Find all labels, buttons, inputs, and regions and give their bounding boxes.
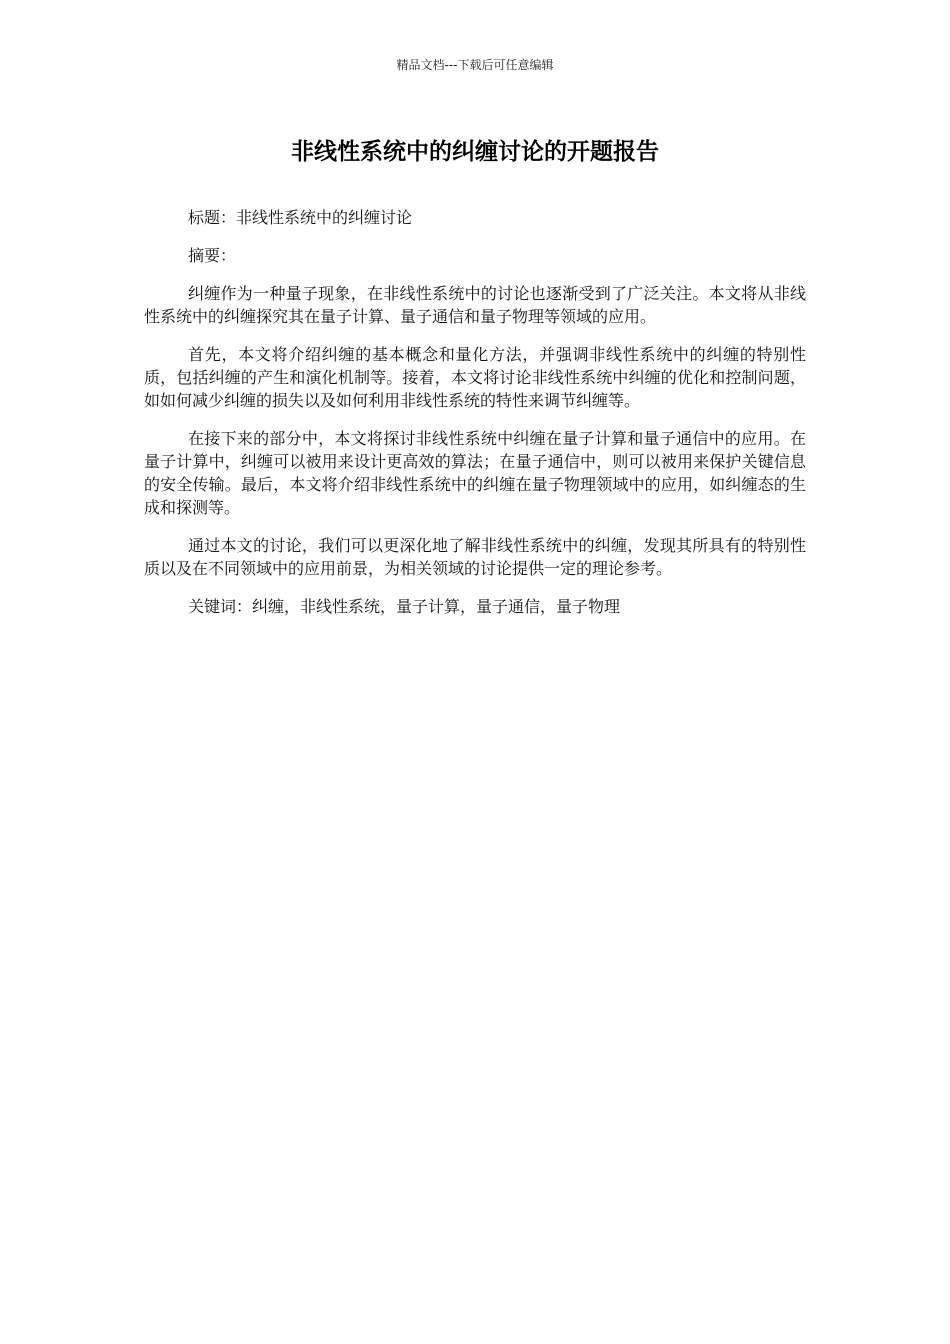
abstract-paragraph-applications: 在接下来的部分中，本文将探讨非线性系统中纠缠在量子计算和量子通信中的应用。在量子计算中，纠缠可以被用来设计更高效的算法；在量子通信中，则可以被用来保护关键信息的安全传输。最后，本文将介绍非线性系统中的纠缠在量子物理领域中的应用，如纠缠态的生成和探测等。 xyxy=(144,429,806,517)
abstract-paragraph-conclusion: 通过本文的讨论，我们可以更深化地了解非线性系统中的纠缠，发现其所具有的特别性质以及在不同领域中的应用前景，为相关领域的讨论提供一定的理论参考。 xyxy=(144,536,806,578)
abstract-paragraph-intro: 纠缠作为一种量子现象，在非线性系统中的讨论也逐渐受到了广泛关注。本文将从非线性系统中的纠缠探究其在量子计算、量子通信和量子物理等领域的应用。 xyxy=(144,284,806,326)
page-header: 精品文档---下载后可任意编辑 xyxy=(396,58,554,72)
document-title: 非线性系统中的纠缠讨论的开题报告 xyxy=(291,139,659,165)
abstract-paragraph-concepts: 首先，本文将介绍纠缠的基本概念和量化方法，并强调非线性系统中的纠缠的特别性质，包括纠缠的产生和演化机制等。接着，本文将讨论非线性系统中纠缠的优化和控制问题，如如何减少纠缠的损失以及如何利用非线性系统的特性来调节纠缠等。 xyxy=(144,345,806,410)
document-body xyxy=(144,206,806,633)
keywords-line: 关键词：纠缠，非线性系统，量子计算，量子通信，量子物理 xyxy=(188,597,621,616)
abstract-label: 摘要： xyxy=(188,246,237,265)
title-line: 标题：非线性系统中的纠缠讨论 xyxy=(188,208,413,227)
